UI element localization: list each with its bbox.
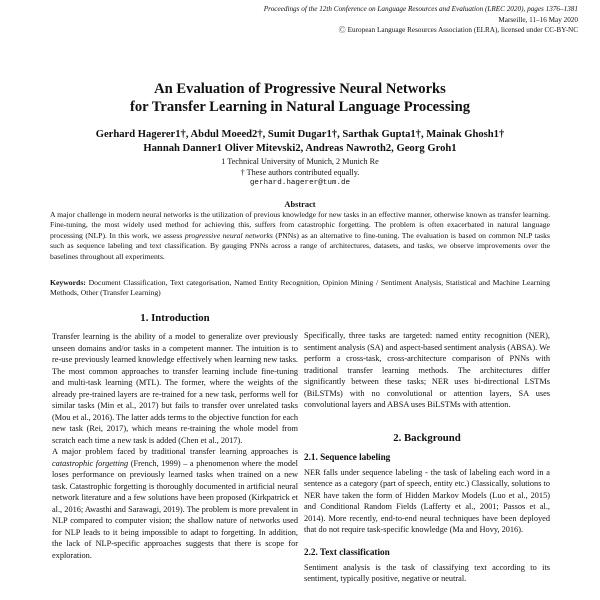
intro-paragraph-2	[52, 446, 298, 561]
abstract-heading: Abstract	[284, 200, 316, 209]
left-column	[52, 311, 298, 561]
sequence-labeling-text: NER falls under sequence labeling - the task of labeling each word in a sentence as a category (part of speech, entity etc.) Classically, solutions to NER have taken the form of Hidden Markov Models (Luo et al., 2015) and Conditional Random Fields (Lafferty et al., 2001; Passos et al., 2014). More recently, end-to-end neural techniques have been deployed that do not require task-specific knowledge (Ma and Hovy, 2016).	[304, 467, 550, 534]
abstract-part-2: (PNNs) as an alternative to fine-tuning. The evaluation is based on common NLP tasks such as sequence labeling and text classification. By gauging PNNs across a range of architectures, datasets, and tasks, we observe improvements over the baselines throughout all experiments.	[50, 230, 550, 261]
authors-line-1: Gerhard Hagerer1†, Abdul Moeed2†, Sumit Dugar1†, Sarthak Gupta1†, Mainak Ghosh1†	[95, 129, 505, 140]
authors-line-2: Hannah Danner1 Oliver Mitevski2, Andreas Nawroth2, Georg Groh1	[143, 143, 457, 154]
title-line-1: An Evaluation of Progressive Neural Networks	[154, 81, 446, 97]
text-classification-heading: 2.2. Text classification	[304, 546, 390, 557]
paper-title	[0, 80, 600, 116]
author-list	[0, 128, 600, 156]
affiliations	[0, 157, 600, 189]
contact-email[interactable]: gerhard.hagerer@tum.de	[249, 179, 351, 188]
title-line-2: for Transfer Learning in Natural Language Processing	[130, 99, 470, 115]
introduction-heading: 1. Introduction	[140, 312, 210, 324]
proceedings-header	[248, 4, 578, 36]
intro-paragraph-1: Transfer learning is the ability of a model to generalize over previously unseen domains and/or tasks in a competent manner. The intuition is to re-use previously learned knowledge effectively when learning new tasks. The most common approaches to transfer learning include fine-tuning and multi-task learning (MTL). The former, where the weights of the already pre-trained layers are re-trained for a new task, performs well for similar tasks (Min et al., 2017) but fails to transfer over unrelated tasks (Mou et al., 2016). The latter adds terms to the objective function for each new task (Rei, 2017), which means re-training the whole model from scratch each time a new task is added (Chen et al., 2017).	[52, 332, 298, 445]
intro-p2-emphasis: catastrophic forgetting	[52, 458, 129, 468]
right-column	[304, 330, 550, 585]
intro-p2-part-2: (French, 1999) – a phenomenon where the model loses performance on previously learned tasks when trained on a new task. Catastrophic forgetting is thoroughly documented in artificial neural network literature and a few solutions have been proposed (Kirkpatrick et al., 2016; Awasthi and Sarawagi, 2019). The problem is more prevalent in NLP compared to computer vision; the shallow nature of networks used for NLP leads to it being impossible to adapt to forgetting. In addition, the lack of NLP-specific approaches suggests that there is scope for exploration.	[52, 458, 298, 560]
affiliation-line-1: 1 Technical University of Munich, 2 Munich Re	[221, 157, 379, 166]
sequence-labeling-heading: 2.1. Sequence labeling	[304, 451, 391, 462]
abstract-body	[50, 210, 550, 262]
keywords-label: Keywords:	[50, 278, 86, 287]
abstract-emphasis: progressive neural networks	[184, 230, 273, 240]
header-line-1: Proceedings of the 12th Conference on Language Resources and Evaluation (LREC 2020), pages 1376–1381	[263, 5, 578, 13]
header-line-2: Marseille, 11–16 May 2020	[498, 15, 578, 24]
affiliation-line-2: † These authors contributed equally.	[240, 167, 360, 177]
abstract-part-1: A major challenge in modern neural networks is the utilization of previous knowledge for new tasks in an effective manner, otherwise known as transfer learning. Fine-tuning, the most widely used method for achieving this, suffers from catastrophic forgetting. The problem is often exacerbated in natural language processing (NLP). In this work, we assess	[50, 210, 550, 240]
right-paragraph-1: Specifically, three tasks are targeted: named entity recognition (NER), sentiment analysis (SA) and aspect-based sentiment analysis (ABSA). We perform a cross-task, cross-architecture comparison of PNNs with traditional transfer learning methods. The architectures differ significantly between these tasks; NER uses bi-directional LSTMs (BiLSTMs) with no convolutional or attention layers, SA uses convolutional layers and ABSA uses BiLSTMs with attention.	[304, 331, 550, 409]
text-classification-text: Sentiment analysis is the task of classifying text according to its sentiment, typically positive, negative or neutral.	[304, 562, 550, 583]
keywords	[50, 278, 550, 299]
keywords-text: Document Classification, Text categorisation, Named Entity Recognition, Opinion Mining / Sentiment Analysis, Statistical and Machine Learning Methods, Other (Transfer Learning)	[50, 278, 550, 298]
background-heading: 2. Background	[393, 431, 461, 444]
header-line-3: Ⓒ European Language Resources Association (ELRA), licensed under CC-BY-NC	[248, 25, 578, 36]
intro-p2-part-1: A major problem faced by traditional transfer learning approaches is	[52, 447, 298, 456]
